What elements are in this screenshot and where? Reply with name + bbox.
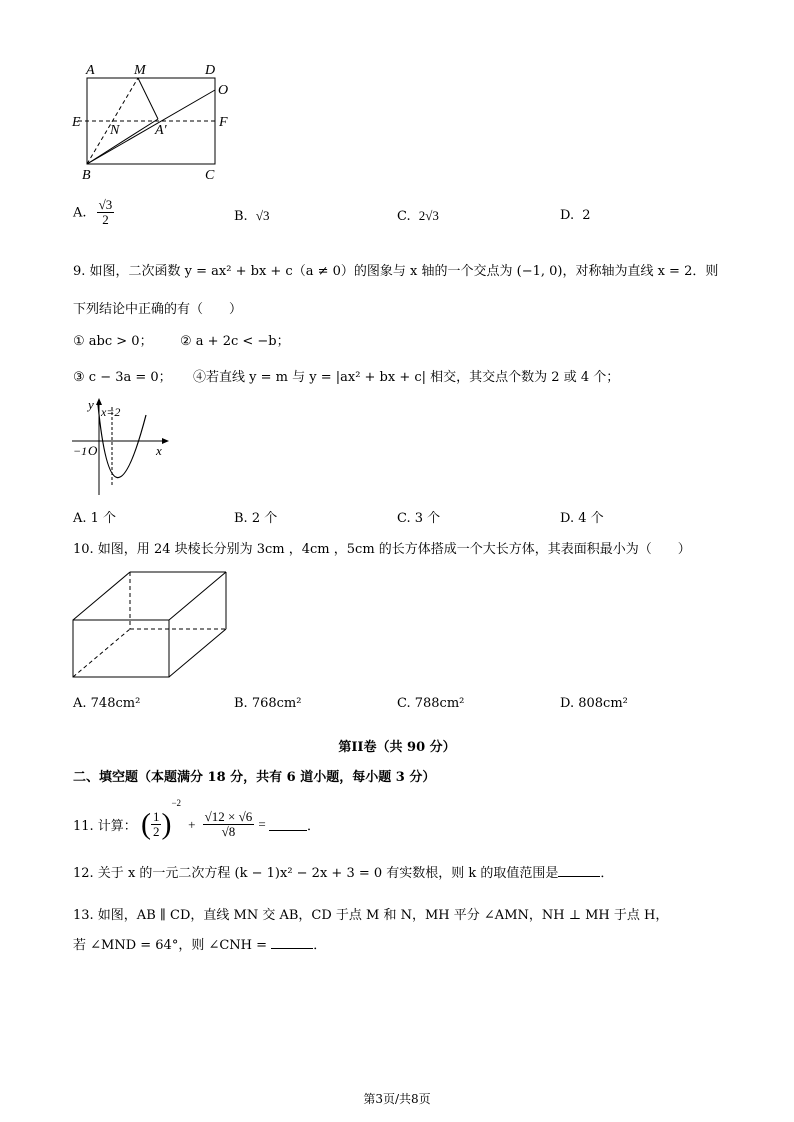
q9-conclusion-1: ① abc > 0； (73, 334, 153, 349)
q13-end: ． (313, 938, 327, 953)
label-e: E (72, 115, 81, 130)
parabola-graph (70, 395, 180, 500)
q11-fraction (203, 810, 255, 840)
graph-x-label: x (156, 443, 162, 458)
q8-option-a-numerator: √3 (98, 197, 113, 212)
q11-numerator: √12 × √6 (204, 808, 253, 824)
q8-option-a-fraction (97, 198, 115, 228)
q10-option-d[interactable]: D. 808cm² (560, 696, 628, 711)
q9-conclusion-2: ② a + 2c < −b； (180, 334, 290, 349)
q9-conclusion-4: ④若直线 y = m 与 y = |ax² + bx + c| 相交，其交点个数为 2 或 4 个； (193, 370, 620, 385)
rectangle-fold-figure (70, 62, 240, 187)
page-footer: 第3页/共8页 (363, 1092, 431, 1106)
q11-denominator: √8 (221, 824, 236, 839)
q8-option-a[interactable] (73, 198, 114, 228)
label-d: D (205, 63, 216, 78)
label-f: F (219, 115, 228, 130)
q12-end: ． (600, 866, 614, 881)
q8-option-c[interactable] (397, 208, 439, 224)
q11-plus: + (188, 816, 196, 832)
q8-option-c-coef: 2 (418, 208, 426, 223)
q12 (73, 862, 613, 881)
q11-end: ． (307, 819, 321, 834)
q11-paren-close: ) (161, 807, 172, 841)
graph-origin: O (88, 443, 98, 458)
label-o: O (218, 83, 229, 98)
q12-text: 12. 关于 x 的一元二次方程 (k − 1)x² − 2x + 3 = 0 有实数根，则 k 的取值范围是 (73, 866, 559, 881)
q11-prefix: 11. 计算： (73, 819, 137, 834)
q11-answer-blank[interactable] (269, 818, 307, 831)
q8-option-b-label: B. (234, 209, 248, 224)
q10-option-c[interactable]: C. 788cm² (397, 696, 465, 711)
label-m: M (134, 63, 146, 78)
label-b: B (82, 168, 91, 183)
q8-option-b[interactable] (234, 208, 269, 224)
q8-option-b-value: √3 (255, 208, 270, 223)
q12-answer-blank[interactable] (558, 864, 600, 877)
q9-text-line2: 下列结论中正确的有（ ） (73, 302, 243, 317)
q9-text-line1: 9. 如图，二次函数 y = ax² + bx + c（a ≠ 0）的图象与 x 轴的一个交点为 (−1, 0)，对称轴为直线 x = 2．则 (73, 264, 719, 279)
q8-option-c-label: C. (397, 209, 411, 224)
graph-y-label: y (88, 397, 94, 412)
label-a-prime: A′ (155, 123, 167, 138)
q11-paren-open: ( (140, 807, 151, 841)
q10-option-a[interactable]: A. 748cm² (73, 696, 141, 711)
q9-option-b[interactable]: B. 2 个 (234, 511, 278, 526)
cuboid-figure (70, 568, 240, 683)
q9-option-d[interactable]: D. 4 个 (560, 511, 604, 526)
label-n: N (110, 123, 120, 138)
q9-option-c[interactable]: C. 3 个 (397, 511, 441, 526)
label-c: C (205, 168, 215, 183)
q11-exponent: −2 (171, 798, 182, 808)
q8-option-d[interactable] (560, 208, 591, 223)
q8-option-c-value: √3 (425, 208, 439, 223)
q9-option-a[interactable]: A. 1 个 (73, 511, 117, 526)
q13-line2 (73, 934, 326, 953)
section-title: 第II卷（共 90 分） (338, 740, 456, 755)
graph-axis-label: x=2 (101, 405, 121, 419)
q8-option-a-denominator: 2 (102, 212, 109, 228)
q13-text-line1: 13. 如图，AB ∥ CD，直线 MN 交 AB，CD 于点 M 和 N，MH 平分 ∠AMN，NH ⊥ MH 于点 H， (73, 908, 669, 923)
q11-equals: = (258, 816, 269, 832)
q10-option-b[interactable]: B. 768cm² (234, 696, 302, 711)
q11-half-den: 2 (152, 824, 160, 839)
q9-conclusion-3: ③ c − 3a = 0； (73, 370, 172, 385)
label-a: A (86, 63, 95, 78)
q13-text-line2: 若 ∠MND = 64°，则 ∠CNH = (73, 938, 272, 953)
q11-half (151, 810, 162, 840)
q8-option-d-value: 2 (582, 208, 591, 223)
section-heading: 二、填空题（本题满分 18 分，共有 6 道小题，每小题 3 分） (73, 770, 436, 785)
graph-minus-one: −1 (73, 444, 88, 458)
q10-text: 10. 如图，用 24 块棱长分别为 3cm ，4cm ，5cm 的长方体搭成一个大长方体，其表面积最小为（ ） (73, 542, 691, 557)
q11 (73, 798, 320, 842)
q13-answer-blank[interactable] (271, 936, 313, 949)
q8-option-d-label: D. (560, 208, 575, 223)
q11-half-num: 1 (152, 808, 160, 824)
q8-option-a-label: A. (73, 205, 87, 221)
